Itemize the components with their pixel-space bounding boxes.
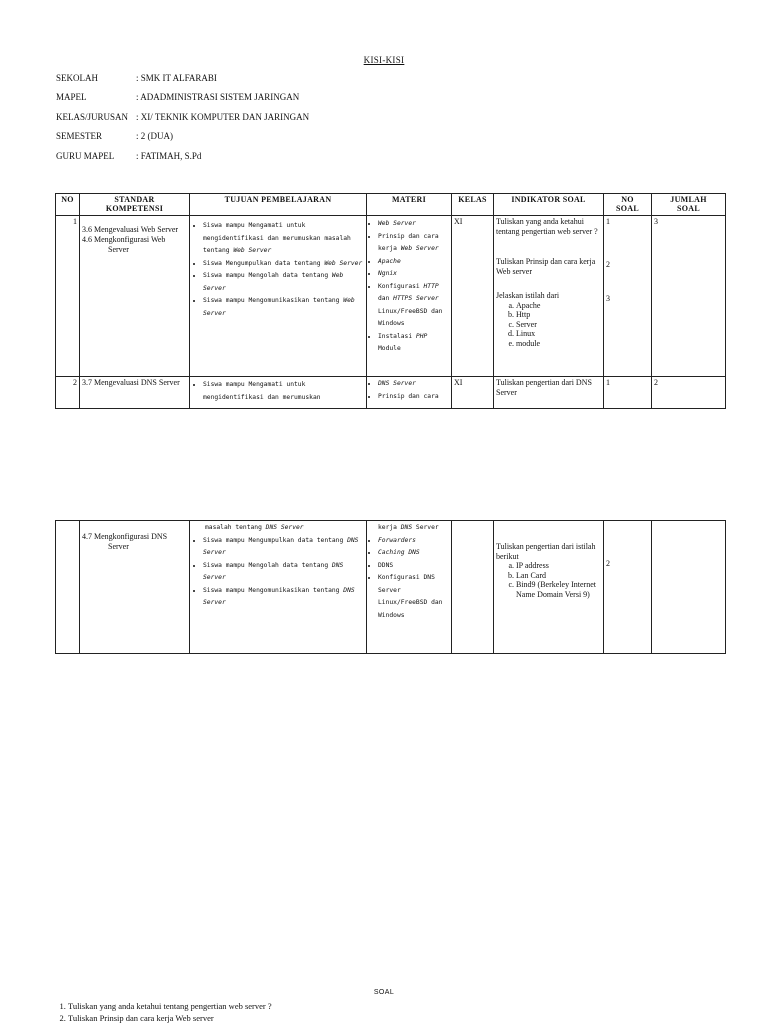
info-label: SEMESTER	[56, 131, 103, 142]
kelas-cell: XI	[452, 377, 494, 409]
indikator-item: Tuliskan Prinsip dan cara kerja Web server	[496, 257, 596, 276]
tujuan-item: • Siswa mampu Mengolah data tentang Web Server	[203, 270, 364, 295]
no-soal-value: 1	[606, 217, 610, 226]
jumlah-soal-cell: 2	[652, 377, 726, 409]
sk-item: 3.7 Mengevaluasi DNS Server	[82, 378, 180, 387]
indikator-subitem: e. module	[516, 339, 601, 349]
info-value: : FATIMAH, S.Pd	[136, 150, 202, 161]
kisi-kisi-table-continued	[55, 520, 726, 654]
info-value: : XI/ TEKNIK KOMPUTER DAN JARINGAN	[136, 111, 310, 122]
document-title: KISI-KISI	[363, 55, 405, 65]
soal-item: 1. Tuliskan yang anda ketahui tentang pengertian web server ?	[68, 1000, 748, 1012]
no-soal-value: 3	[606, 294, 610, 303]
table-row	[56, 521, 726, 654]
indikator-item: Tuliskan yang anda ketahui tentang pengertian web server ?	[496, 217, 598, 236]
soal-heading: SOAL	[373, 989, 395, 996]
kelas-cell: XI	[452, 216, 494, 377]
materi-item: • Konfigurasi HTTP dan HTTPS Server Linux/FreeBSD dan Windows	[378, 281, 449, 331]
sk-item: 4.6 Mengkonfigurasi Web Server	[82, 235, 166, 254]
jumlah-soal-cell	[652, 521, 726, 654]
indikator-subitem: b. Lan Card	[516, 571, 601, 581]
tujuan-item: • Siswa mampu Mengamati untuk mengidentifikasi dan merumuskan masalah tentang Web Server	[203, 220, 364, 258]
header-no: NO	[56, 194, 80, 216]
indikator-subitem: b. Http	[516, 310, 601, 320]
tujuan-item: • Siswa mampu Mengolah data tentang DNS Server	[203, 560, 364, 585]
info-label: SEKOLAH	[56, 73, 98, 83]
sk-item: 4.7 Mengkonfigurasi DNS Server	[82, 532, 168, 551]
materi-item: • Apache	[378, 256, 449, 269]
header-tujuan: TUJUAN PEMBELAJARAN	[190, 194, 367, 216]
row-number: 2	[56, 377, 80, 409]
header-jumlah-soal: JUMLAH SOAL	[652, 194, 726, 216]
table-row	[56, 216, 726, 377]
no-soal-cell	[604, 216, 652, 377]
materi-item: • Konfigurasi DNS Server Linux/FreeBSD dan Windows	[378, 572, 449, 622]
info-value: : 2 (DUA)	[136, 131, 173, 142]
header-indikator: INDIKATOR SOAL	[494, 194, 604, 216]
jumlah-soal-cell: 3	[652, 216, 726, 377]
table-row	[56, 377, 726, 409]
kelas-cell	[452, 521, 494, 654]
materi-item: • DDNS	[378, 560, 449, 573]
tujuan-item: • Siswa mampu Mengumpulkan data tentang DNS Server	[203, 535, 364, 560]
materi-item: • Instalasi PHP Module	[378, 331, 449, 356]
materi-cell	[367, 377, 452, 409]
indikator-subitem: c. Bind9 (Berkeley Internet Name Domain Versi 9)	[516, 580, 601, 599]
info-value: : ADADMINISTRASI SISTEM JARINGAN	[136, 92, 300, 103]
header-no-soal: NO SOAL	[604, 194, 652, 216]
soal-list	[54, 1000, 748, 1024]
no-soal-value: 2	[606, 260, 610, 269]
sk-item: 3.6 Mengevaluasi Web Server	[82, 225, 179, 234]
info-label: GURU MAPEL	[56, 150, 115, 161]
tujuan-cell	[190, 377, 367, 409]
indikator-item: Tuliskan pengertian dari DNS Server	[496, 378, 592, 397]
materi-item: • DNS Server	[378, 378, 449, 391]
row-number	[56, 521, 80, 654]
no-soal-value: 2	[606, 559, 610, 568]
row-number: 1	[56, 216, 80, 377]
indikator-cell	[494, 216, 604, 377]
tujuan-item: • Siswa Mengumpulkan data tentang Web Server	[203, 258, 364, 271]
indikator-subitem: d. Linux	[516, 329, 601, 339]
info-label: KELAS/JURUSAN	[56, 111, 129, 122]
standar-kompetensi-cell	[80, 521, 190, 654]
indikator-subitem: a. Apache	[516, 301, 601, 311]
tujuan-item: • Siswa mampu Mengomunikasikan tentang Web Server	[203, 295, 364, 320]
indikator-cell	[494, 377, 604, 409]
materi-item: • Forwarders	[378, 535, 449, 548]
materi-item: • Caching DNS	[378, 547, 449, 560]
materi-item: • Prinsip dan cara	[378, 391, 449, 404]
tujuan-continuation: masalah tentang DNS Server	[205, 524, 304, 531]
indikator-subitem: c. Server	[516, 320, 601, 330]
tujuan-item: • Siswa mampu Mengamati untuk mengidentifikasi dan merumuskan	[203, 379, 364, 404]
header-kelas: KELAS	[452, 194, 494, 216]
materi-item: • Ngnix	[378, 268, 449, 281]
kisi-kisi-table	[55, 193, 726, 409]
standar-kompetensi-cell	[80, 377, 190, 409]
header-standar-kompetensi: STANDAR KOMPETENSI	[80, 194, 190, 216]
header-materi: MATERI	[367, 194, 452, 216]
materi-cell	[367, 521, 452, 654]
no-soal-cell	[604, 521, 652, 654]
materi-cell	[367, 216, 452, 377]
materi-item: • Prinsip dan cara kerja Web Server	[378, 231, 449, 256]
indikator-cell	[494, 521, 604, 654]
materi-continuation: kerja DNS Server	[378, 524, 439, 531]
indikator-item: Jelaskan istilah dari	[496, 291, 560, 300]
tujuan-cell	[190, 216, 367, 377]
info-value: : SMK IT ALFARABI	[136, 73, 217, 83]
table-header-row	[56, 194, 726, 216]
indikator-subitem: a. IP address	[516, 561, 601, 571]
standar-kompetensi-cell	[80, 216, 190, 377]
tujuan-item: • Siswa mampu Mengomunikasikan tentang DNS Server	[203, 585, 364, 610]
soal-item: 2. Tuliskan Prinsip dan cara kerja Web server	[68, 1012, 748, 1024]
indikator-item: Tuliskan pengertian dari istilah berikut	[496, 542, 596, 561]
tujuan-cell	[190, 521, 367, 654]
materi-item: • Web Server	[378, 218, 449, 231]
no-soal-cell: 1	[604, 377, 652, 409]
info-label: MAPEL	[56, 92, 87, 103]
